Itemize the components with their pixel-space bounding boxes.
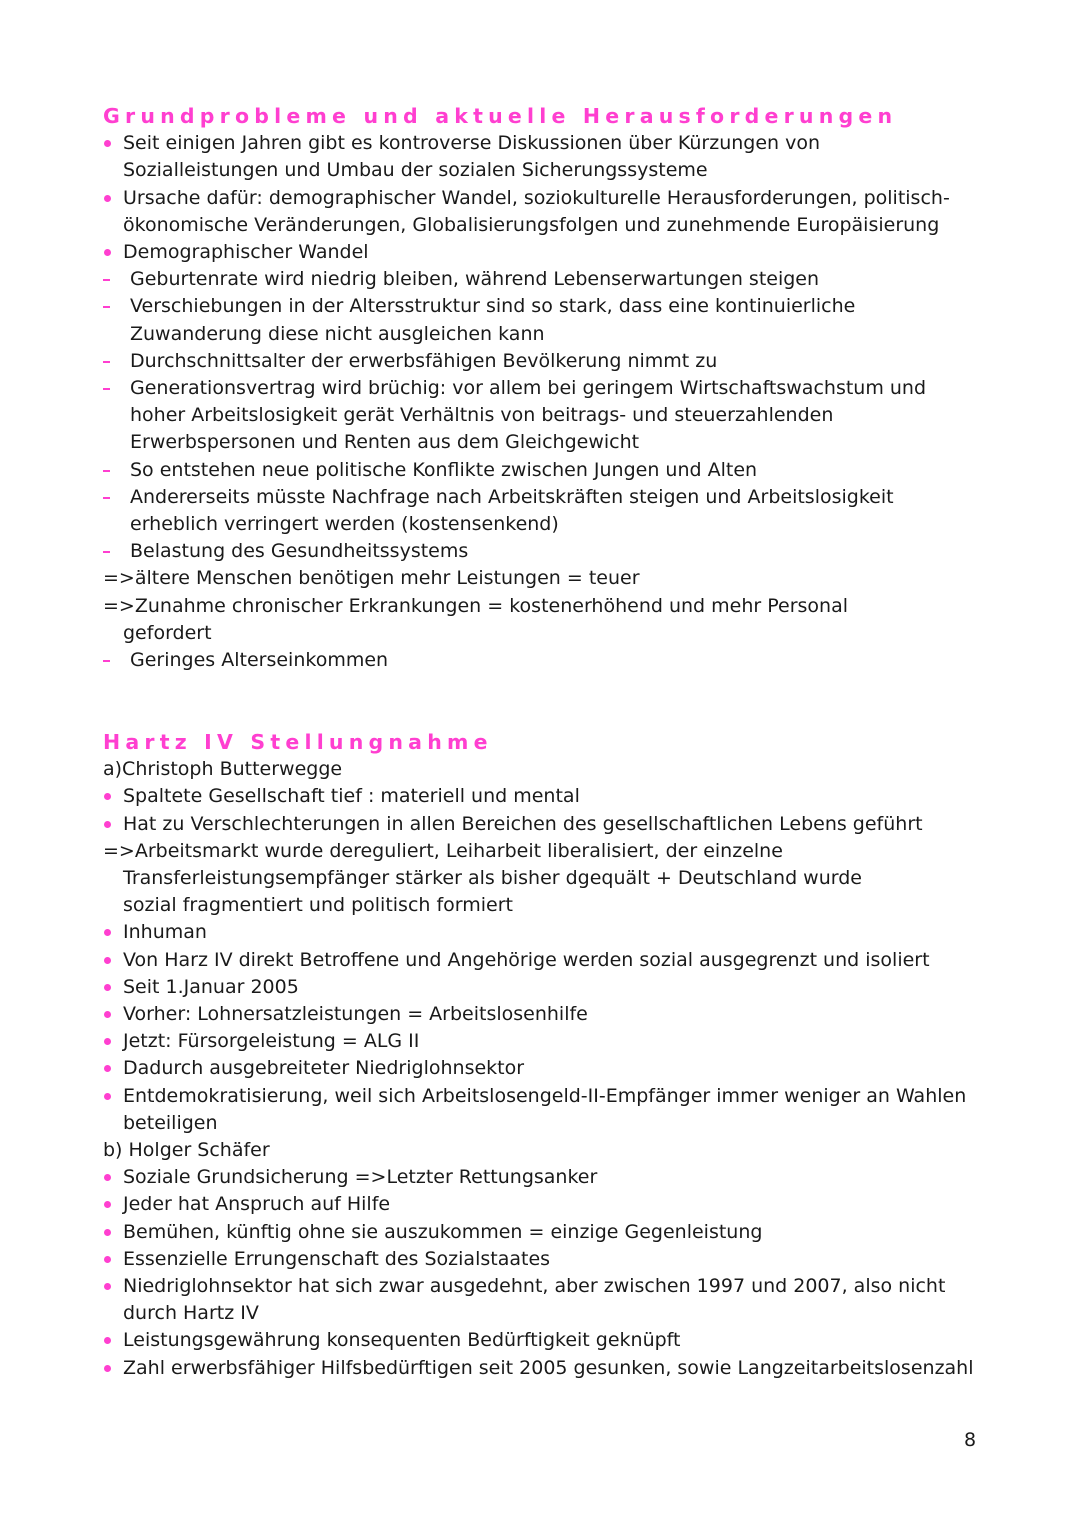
text-line: Zahl erwerbsfähiger Hilfsbedürftigen seit 2005 gesunken, sowie Langzeitarbeitslosenzahl: [123, 1356, 974, 1379]
text-line: Entdemokratisierung, weil sich Arbeitslosengeld-II-Empfänger immer weniger an Wahlen: [123, 1084, 967, 1107]
text-line: sozial fragmentiert und politisch formiert: [123, 894, 514, 917]
text-line: So entstehen neue politische Konflikte zwischen Jungen und Alten: [130, 458, 758, 481]
dash-icon: [103, 306, 110, 308]
bullet-icon: [104, 821, 111, 828]
text-line: Jetzt: Fürsorgeleistung = ALG II: [123, 1030, 420, 1053]
text-line: Jeder hat Anspruch auf Hilfe: [123, 1193, 391, 1216]
text-line: Niedriglohnsektor hat sich zwar ausgedehnt, aber zwischen 1997 und 2007, also nicht: [123, 1275, 946, 1297]
dash-icon: [103, 388, 110, 390]
text-line: =>Arbeitsmarkt wurde dereguliert, Leiharbeit liberalisiert, der einzelne: [103, 839, 783, 862]
bullet-icon: [104, 1229, 111, 1236]
text-line: Demographischer Wandel: [123, 241, 369, 263]
text-line: Hat zu Verschlechterungen in allen Bereichen des gesellschaftlichen Lebens geführt: [123, 812, 923, 835]
text-line: Seit 1.Januar 2005: [123, 975, 299, 998]
text-line: =>Zunahme chronischer Erkrankungen = kostenerhöhend und mehr Personal: [103, 594, 849, 617]
bullet-icon: [104, 249, 111, 256]
bullet-icon: [104, 1011, 111, 1018]
dash-icon: [103, 551, 110, 553]
text-line: Andererseits müsste Nachfrage nach Arbeitskräften steigen und Arbeitslosigkeit: [130, 485, 894, 508]
text-line: Generationsvertrag wird brüchig: vor allem bei geringem Wirtschaftswachstum und: [130, 377, 927, 399]
text-line: Belastung des Gesundheitssystems: [130, 540, 469, 563]
text-line: a)Christoph Butterwegge: [103, 758, 343, 781]
dash-icon: [103, 497, 110, 499]
dash-icon: [103, 470, 110, 472]
bullet-icon: [104, 1201, 111, 1208]
text-line: Inhuman: [123, 921, 207, 944]
text-line: b) Holger Schäfer: [103, 1139, 270, 1161]
text-line: beteiligen: [123, 1111, 218, 1134]
bullet-icon: [104, 793, 111, 800]
text-line: Leistungsgewährung konsequenten Bedürftigkeit geknüpft: [123, 1329, 681, 1352]
dash-icon: [103, 660, 110, 662]
bullet-icon: [104, 1256, 111, 1263]
bullet-icon: [104, 929, 111, 936]
text-line: Ursache dafür: demographischer Wandel, soziokulturelle Herausforderungen, politisch-: [123, 186, 950, 209]
text-line: Essenzielle Errungenschaft des Sozialstaates: [123, 1247, 551, 1270]
text-line: Bemühen, künftig ohne sie auszukommen = einzige Gegenleistung: [123, 1220, 763, 1243]
text-line: Spaltete Gesellschaft tief : materiell und mental: [123, 785, 580, 808]
text-line: Zuwanderung diese nicht ausgleichen kann: [130, 322, 545, 345]
section-heading: Hartz IV Stellungnahme: [103, 730, 493, 754]
page-number: 8: [964, 1429, 977, 1451]
text-line: Geringes Alterseinkommen: [130, 649, 389, 671]
text-line: hoher Arbeitslosigkeit gerät Verhältnis von beitrags- und steuerzahlenden: [130, 404, 834, 427]
dash-icon: [103, 279, 110, 281]
text-line: Geburtenrate wird niedrig bleiben, während Lebenserwartungen steigen: [130, 268, 820, 291]
section-heading: Grundprobleme und aktuelle Herausforderungen: [103, 104, 898, 128]
bullet-icon: [104, 140, 111, 147]
bullet-icon: [104, 1065, 111, 1072]
text-line: gefordert: [123, 621, 212, 644]
bullet-icon: [104, 1038, 111, 1045]
text-line: Sozialleistungen und Umbau der sozialen Sicherungssysteme: [123, 159, 708, 182]
text-line: Dadurch ausgebreiteter Niedriglohnsektor: [123, 1057, 525, 1080]
bullet-icon: [104, 1365, 111, 1372]
text-line: ökonomische Veränderungen, Globalisierungsfolgen und zunehmende Europäisierung: [123, 213, 940, 236]
bullet-icon: [104, 1174, 111, 1181]
bullet-icon: [104, 1093, 111, 1100]
bullet-icon: [104, 195, 111, 202]
bullet-icon: [104, 1337, 111, 1344]
text-line: Vorher: Lohnersatzleistungen = Arbeitslosenhilfe: [123, 1003, 588, 1025]
text-line: Erwerbspersonen und Renten aus dem Gleichgewicht: [130, 431, 640, 454]
bullet-icon: [104, 957, 111, 964]
text-line: Transferleistungsempfänger stärker als bisher dgequält + Deutschland wurde: [123, 867, 862, 889]
text-line: Verschiebungen in der Altersstruktur sind so stark, dass eine kontinuierliche: [130, 295, 856, 318]
text-line: Soziale Grundsicherung =>Letzter Rettungsanker: [123, 1166, 598, 1189]
text-line: =>ältere Menschen benötigen mehr Leistungen = teuer: [103, 567, 640, 590]
text-line: durch Hartz IV: [123, 1302, 259, 1325]
bullet-icon: [104, 984, 111, 991]
bullet-icon: [104, 1283, 111, 1290]
text-line: erheblich verringert werden (kostensenkend): [130, 513, 559, 535]
text-line: Von Harz IV direkt Betroffene und Angehörige werden sozial ausgegrenzt und isoliert: [123, 948, 930, 971]
dash-icon: [103, 361, 110, 363]
text-line: Durchschnittsalter der erwerbsfähigen Bevölkerung nimmt zu: [130, 349, 718, 372]
text-line: Seit einigen Jahren gibt es kontroverse Diskussionen über Kürzungen von: [123, 132, 821, 155]
